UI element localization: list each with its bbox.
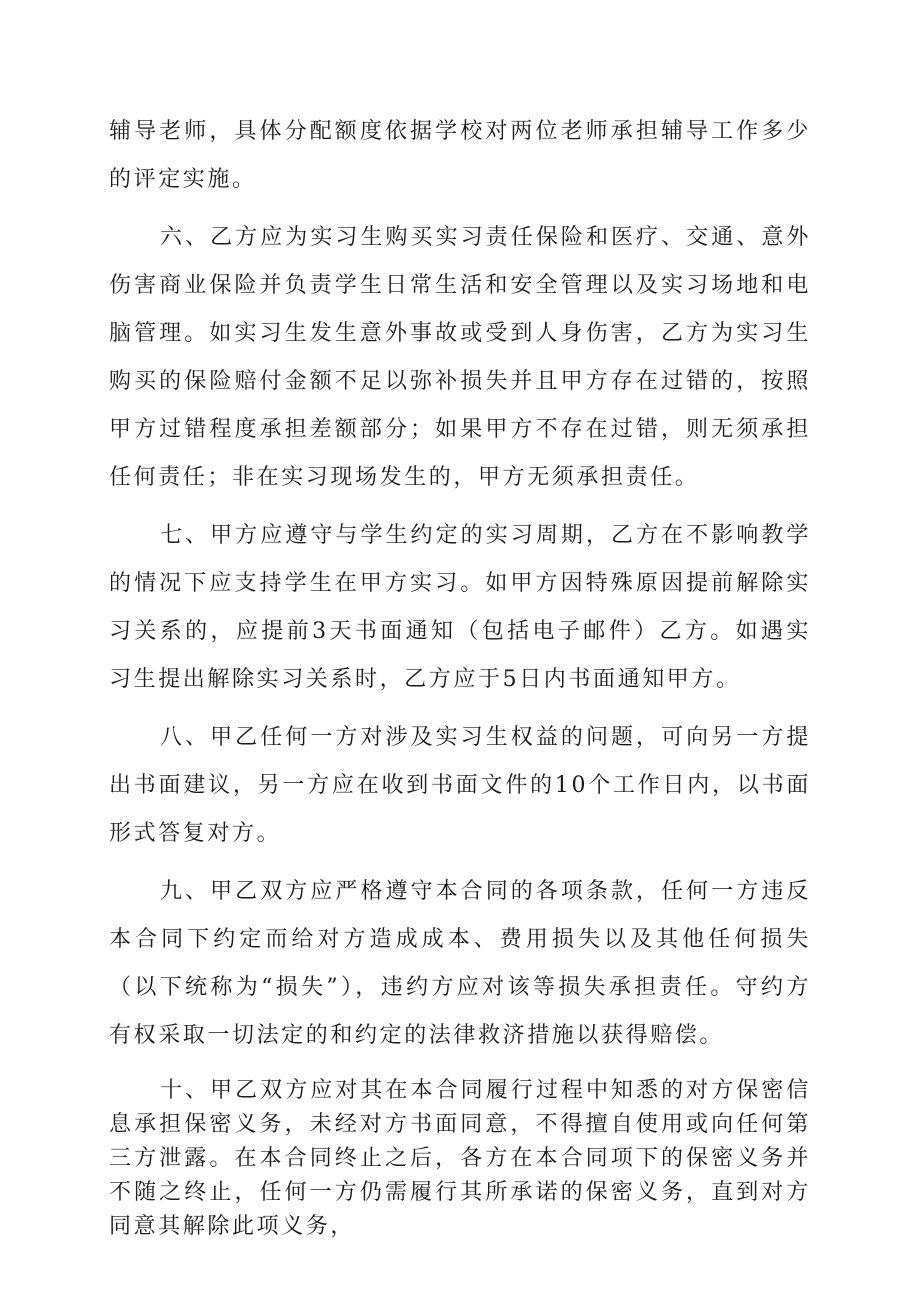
paragraph-clause-8: 八、甲乙任何一方对涉及实习生权益的问题，可向另一方提出书面建议，另一方应在收到书面文件的10个工作日内，以书面形式答复对方。 bbox=[109, 725, 811, 846]
paragraph-clause-9: 九、甲乙双方应严格遵守本合同的各项条款，任何一方违反本合同下约定而给对方造成成本、费用损失以及其他任何损失（以下统称为“损失”），违约方应对该等损失承担责任。守约方有权采取一切法定的和约定的法律救济措施以获得赔偿。 bbox=[109, 879, 811, 1048]
document-body bbox=[109, 108, 811, 1244]
paragraph-continuation: 辅导老师，具体分配额度依据学校对两位老师承担辅导工作多少的评定实施。 bbox=[109, 119, 811, 192]
paragraph-clause-10: 十、甲乙双方应对其在本合同履行过程中知悉的对方保密信息承担保密义务，未经对方书面同意，不得擅自使用或向任何第三方泄露。在本合同终止之后，各方在本合同项下的保密义务并不随之终止，任何一方仍需履行其所承诺的保密义务，直到对方同意其解除此项义务， bbox=[109, 1078, 811, 1239]
paragraph-clause-7: 七、甲方应遵守与学生约定的实习周期，乙方在不影响教学的情况下应支持学生在甲方实习。如甲方因特殊原因提前解除实习关系的，应提前3天书面通知（包括电子邮件）乙方。如遇实习生提出解除实习关系时，乙方应于5日内书面通知甲方。 bbox=[109, 523, 811, 692]
paragraph-clause-6: 六、乙方应为实习生购买实习责任保险和医疗、交通、意外伤害商业保险并负责学生日常生活和安全管理以及实习场地和电脑管理。如实习生发生意外事故或受到人身伤害，乙方为实习生购买的保险赔付金额不足以弥补损失并且甲方存在过错的，按照甲方过错程度承担差额部分；如果甲方不存在过错，则无须承担任何责任；非在实习现场发生的，甲方无须承担责任。 bbox=[109, 225, 811, 490]
